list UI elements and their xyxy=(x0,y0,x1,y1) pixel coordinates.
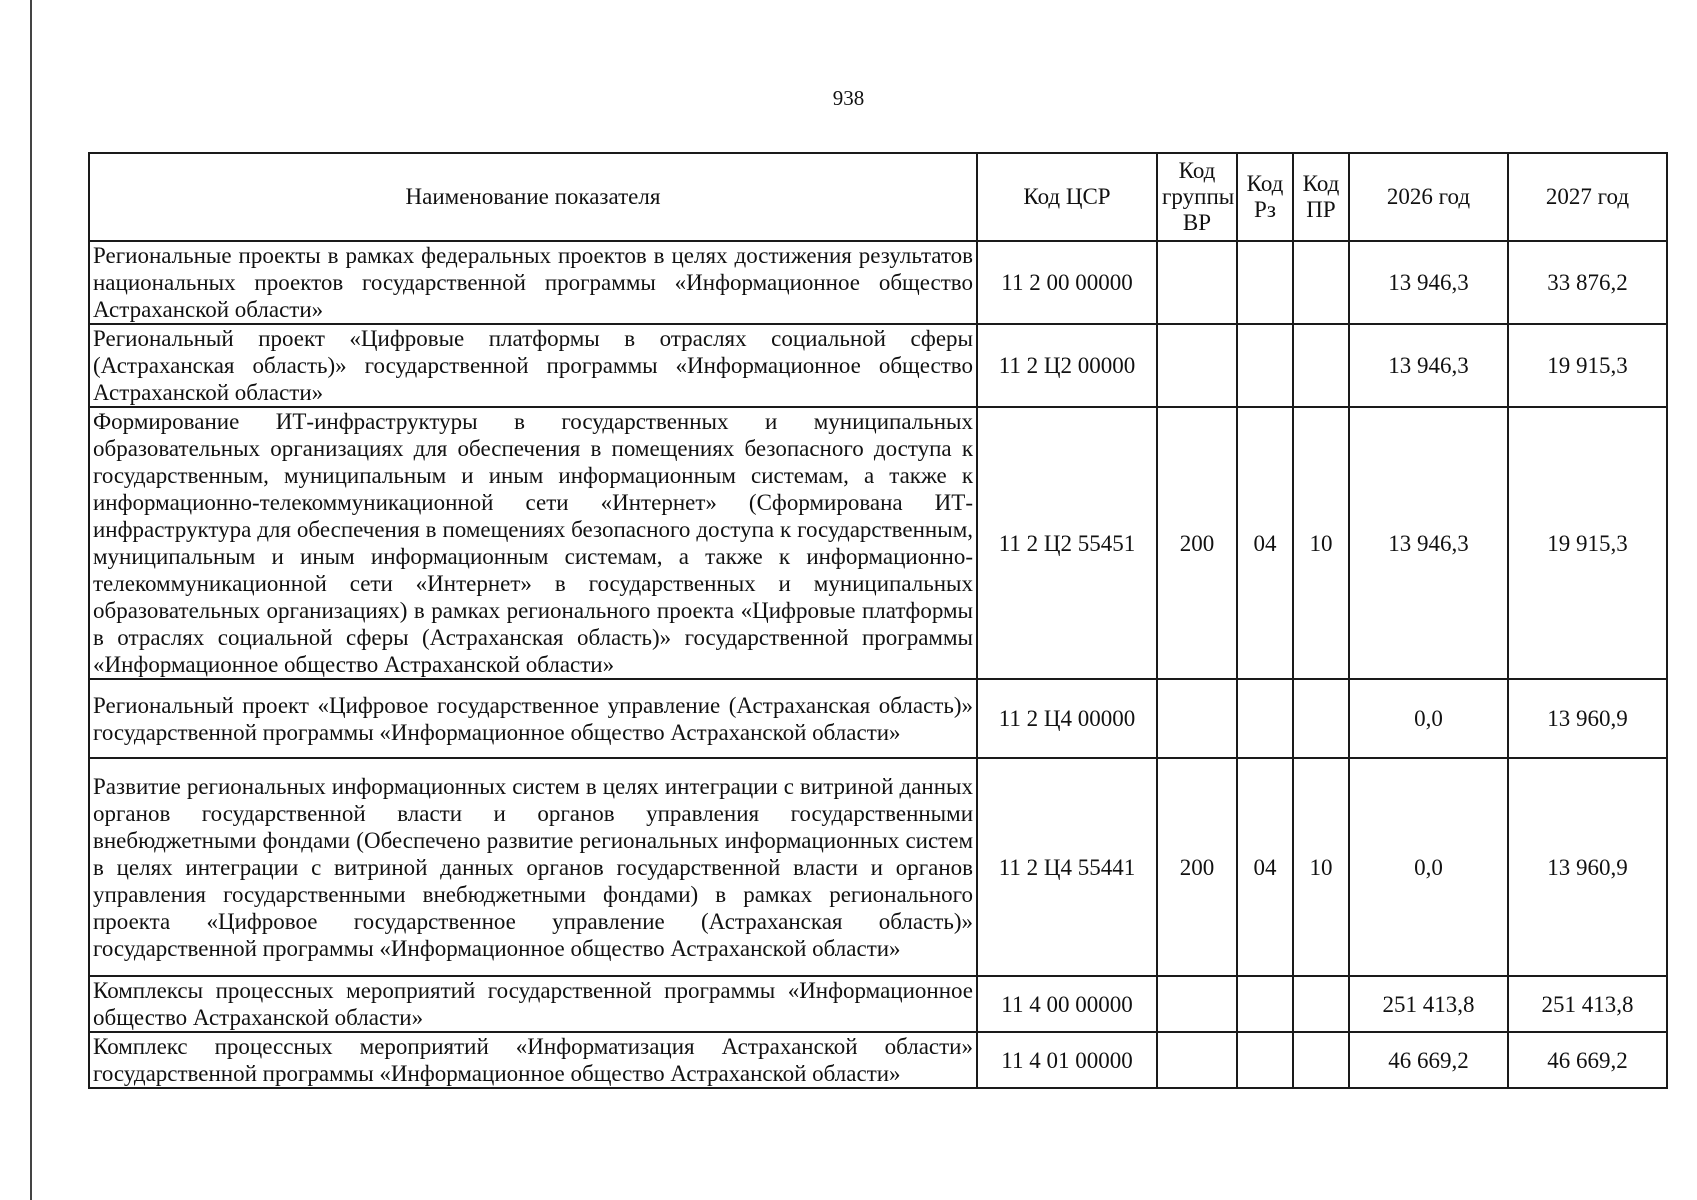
budget-table xyxy=(88,152,1668,1089)
row-2026-value: 13 946,3 xyxy=(1349,407,1508,679)
row-csr-code: 11 4 00 00000 xyxy=(977,976,1157,1032)
row-csr-code: 11 2 Ц2 55451 xyxy=(977,407,1157,679)
page-number: 938 xyxy=(832,86,865,110)
row-rz-code: 04 xyxy=(1237,407,1293,679)
row-name: Комплекс процессных мероприятий «Информатизация Астраханской области» государственной программы «Информационное общество Астраханской области» xyxy=(89,1032,977,1088)
row-pr-code xyxy=(1293,1032,1349,1088)
row-name: Комплексы процессных мероприятий государственной программы «Информационное общество Астраханской области» xyxy=(89,976,977,1032)
row-csr-code: 11 4 01 00000 xyxy=(977,1032,1157,1088)
row-vr-code xyxy=(1157,1032,1237,1088)
row-vr-code xyxy=(1157,324,1237,407)
row-2026-value: 0,0 xyxy=(1349,758,1508,976)
row-name: Региональный проект «Цифровые платформы в отраслях социальной сферы (Астраханская область)» государственной программы «Информационное общество Астраханской области» xyxy=(89,324,977,407)
table-row xyxy=(89,1032,1667,1088)
row-name: Региональный проект «Цифровое государственное управление (Астраханская область)» государственной программы «Информационное общество Астраханской области» xyxy=(89,679,977,758)
row-csr-code: 11 2 Ц4 55441 xyxy=(977,758,1157,976)
row-2027-value: 19 915,3 xyxy=(1508,324,1667,407)
row-csr-code: 11 2 00 00000 xyxy=(977,241,1157,324)
row-2027-value: 251 413,8 xyxy=(1508,976,1667,1032)
row-pr-code xyxy=(1293,976,1349,1032)
header-name: Наименование показателя xyxy=(89,153,977,241)
header-2027: 2027 год xyxy=(1508,153,1667,241)
table-row xyxy=(89,324,1667,407)
row-rz-code xyxy=(1237,324,1293,407)
row-csr-code: 11 2 Ц2 00000 xyxy=(977,324,1157,407)
row-rz-code xyxy=(1237,976,1293,1032)
row-2027-value: 46 669,2 xyxy=(1508,1032,1667,1088)
row-vr-code: 200 xyxy=(1157,407,1237,679)
row-pr-code xyxy=(1293,241,1349,324)
row-rz-code xyxy=(1237,241,1293,324)
row-pr-code xyxy=(1293,324,1349,407)
row-2026-value: 0,0 xyxy=(1349,679,1508,758)
row-2027-value: 33 876,2 xyxy=(1508,241,1667,324)
left-margin-rule xyxy=(30,0,32,1200)
row-pr-code xyxy=(1293,679,1349,758)
table-row xyxy=(89,407,1667,679)
row-name: Развитие региональных информационных систем в целях интеграции с витриной данных органов государственной власти и органов управления государственными внебюджетными фондами (Обеспечено развитие региональных информационных систем в целях интеграции с витриной данных органов государственной власти и органов управления государственными внебюджетными фондами) в рамках регионального проекта «Цифровое государственное управление (Астраханская область)» государственной программы «Информационное общество Астраханской области» xyxy=(89,758,977,976)
header-pr-code: Код ПР xyxy=(1293,153,1349,241)
row-rz-code xyxy=(1237,679,1293,758)
row-2026-value: 13 946,3 xyxy=(1349,241,1508,324)
table-row xyxy=(89,976,1667,1032)
table-row xyxy=(89,758,1667,976)
table-row xyxy=(89,241,1667,324)
header-rz-code: Код Рз xyxy=(1237,153,1293,241)
header-2026: 2026 год xyxy=(1349,153,1508,241)
row-2027-value: 19 915,3 xyxy=(1508,407,1667,679)
row-pr-code: 10 xyxy=(1293,758,1349,976)
row-vr-code xyxy=(1157,679,1237,758)
row-2027-value: 13 960,9 xyxy=(1508,758,1667,976)
row-vr-code xyxy=(1157,976,1237,1032)
row-rz-code xyxy=(1237,1032,1293,1088)
row-vr-code: 200 xyxy=(1157,758,1237,976)
header-vr-code: Код группы ВР xyxy=(1157,153,1237,241)
row-2026-value: 46 669,2 xyxy=(1349,1032,1508,1088)
row-name: Формирование ИТ-инфраструктуры в государственных и муниципальных образовательных организациях для обеспечения в помещениях безопасного доступа к государственным, муниципальным и иным информационным системам, а также к информационно-телекоммуникационной сети «Интернет» (Сформирована ИТ-инфраструктура для обеспечения в помещениях безопасного доступа к государственным, муниципальным и иным информационным системам, а также к информационно-телекоммуникационной сети «Интернет» в государственных и муниципальных образовательных организациях) в рамках регионального проекта «Цифровые платформы в отраслях социальной сферы (Астраханская область)» государственной программы «Информационное общество Астраханской области» xyxy=(89,407,977,679)
header-csr-code: Код ЦСР xyxy=(977,153,1157,241)
table-header-row xyxy=(89,153,1667,241)
row-name: Региональные проекты в рамках федеральных проектов в целях достижения результатов национальных проектов государственной программы «Информационное общество Астраханской области» xyxy=(89,241,977,324)
row-vr-code xyxy=(1157,241,1237,324)
row-rz-code: 04 xyxy=(1237,758,1293,976)
row-csr-code: 11 2 Ц4 00000 xyxy=(977,679,1157,758)
table-row xyxy=(89,679,1667,758)
row-2027-value: 13 960,9 xyxy=(1508,679,1667,758)
row-2026-value: 13 946,3 xyxy=(1349,324,1508,407)
row-2026-value: 251 413,8 xyxy=(1349,976,1508,1032)
row-pr-code: 10 xyxy=(1293,407,1349,679)
